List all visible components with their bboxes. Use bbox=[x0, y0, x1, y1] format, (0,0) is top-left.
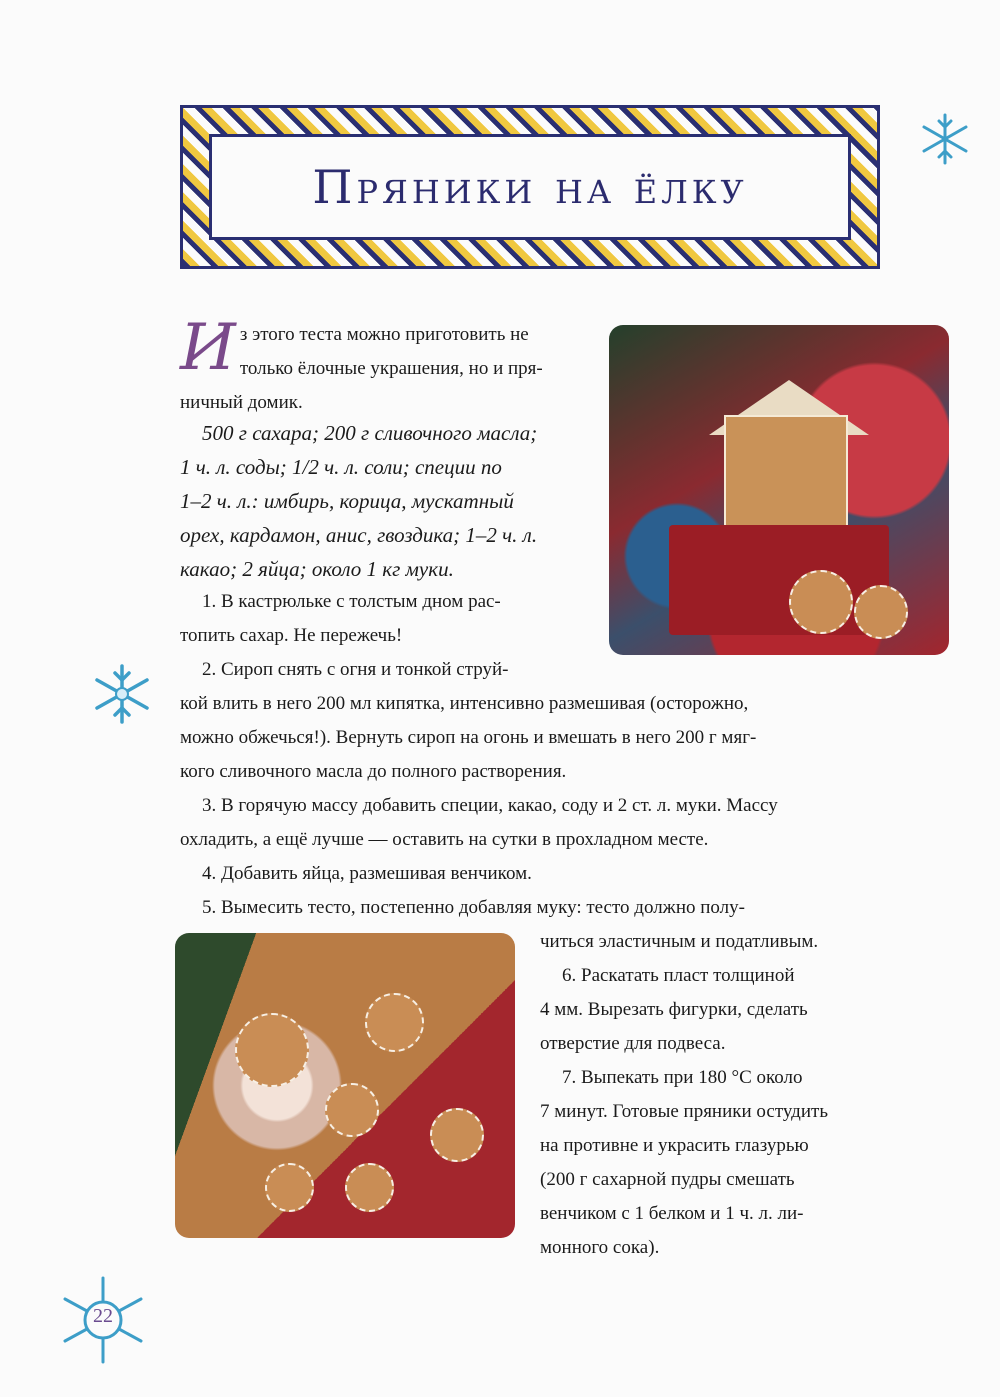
snowflake-icon bbox=[918, 112, 972, 166]
cookie bbox=[789, 570, 853, 634]
text-line: только ёлочные украшения, но и пря- bbox=[239, 358, 543, 379]
cookie bbox=[854, 585, 908, 639]
step-line: на противне и украсить глазурью bbox=[540, 1135, 809, 1156]
step-line: 7 минут. Готовые пряники остудить bbox=[540, 1101, 828, 1122]
house-body bbox=[724, 415, 848, 529]
cookie bbox=[325, 1083, 379, 1137]
text-line: ничный домик. bbox=[180, 392, 303, 413]
step-line: охладить, а ещё лучше — оставить на сутки в прохладном месте. bbox=[180, 829, 709, 850]
steps-bottom bbox=[540, 925, 880, 1265]
step-line: кого сливочного масла до полного растворения. bbox=[180, 761, 567, 782]
step-line: 3. В горячую массу добавить специи, какао, соду и 2 ст. л. муки. Массу bbox=[202, 795, 778, 816]
step-line: 2. Сироп снять с огня и тонкой струй- bbox=[202, 659, 509, 680]
step-line: венчиком с 1 белком и 1 ч. л. ли- bbox=[540, 1203, 804, 1224]
cookie bbox=[365, 993, 424, 1052]
steps-top bbox=[180, 585, 585, 687]
steps-full bbox=[180, 687, 880, 925]
step-line: 6. Раскатать пласт толщиной bbox=[562, 965, 795, 986]
step-line: топить сахар. Не пережечь! bbox=[180, 625, 403, 646]
ingredients-list bbox=[180, 416, 585, 586]
ingredient-line: 1 ч. л. соды; 1/2 ч. л. соли; специи по bbox=[180, 455, 502, 479]
title-frame bbox=[180, 105, 880, 269]
cookie bbox=[265, 1163, 314, 1212]
ingredient-line: 500 г сахара; 200 г сливочного масла; bbox=[202, 421, 538, 445]
step-line: (200 г сахарной пудры смешать bbox=[540, 1169, 795, 1190]
page-title: Пряники на ёлку bbox=[312, 160, 748, 214]
cookie bbox=[345, 1163, 394, 1212]
step-line: 4. Добавить яйца, размешивая венчиком. bbox=[202, 863, 532, 884]
cookie bbox=[430, 1108, 484, 1162]
intro-paragraph bbox=[180, 311, 585, 420]
step-line: можно обжечься!). Вернуть сироп на огонь и вмешать в него 200 г мяг- bbox=[180, 727, 757, 748]
step-line: читься эластичным и податливым. bbox=[540, 931, 819, 952]
step-line: 7. Выпекать при 180 °С около bbox=[562, 1067, 803, 1088]
step-line: 5. Вымесить тесто, постепенно добавляя муку: тесто должно полу- bbox=[202, 897, 745, 918]
step-line: отверстие для подвеса. bbox=[540, 1033, 726, 1054]
step-line: 4 мм. Вырезать фигурки, сделать bbox=[540, 999, 808, 1020]
drop-cap: И bbox=[180, 311, 236, 385]
gingerbread-cookies-photo bbox=[175, 933, 515, 1238]
snowflake-icon bbox=[92, 662, 152, 726]
step-line: 1. В кастрюльке с толстым дном рас- bbox=[202, 591, 501, 612]
gingerbread-house-photo bbox=[609, 325, 949, 655]
step-line: монного сока). bbox=[540, 1237, 660, 1258]
ingredient-line: орех, кардамон, анис, гвоздика; 1–2 ч. л. bbox=[180, 523, 538, 547]
ingredient-line: 1–2 ч. л.: имбирь, корица, мускатный bbox=[180, 489, 514, 513]
step-line: кой влить в него 200 мл кипятка, интенсивно размешивая (осторожно, bbox=[180, 693, 749, 714]
cookie bbox=[235, 1013, 309, 1087]
ingredient-line: какао; 2 яйца; около 1 кг муки. bbox=[180, 557, 454, 581]
text-line: з этого теста можно приготовить не bbox=[239, 324, 529, 345]
page-number: 22 bbox=[93, 1305, 113, 1327]
title-panel bbox=[209, 134, 851, 240]
